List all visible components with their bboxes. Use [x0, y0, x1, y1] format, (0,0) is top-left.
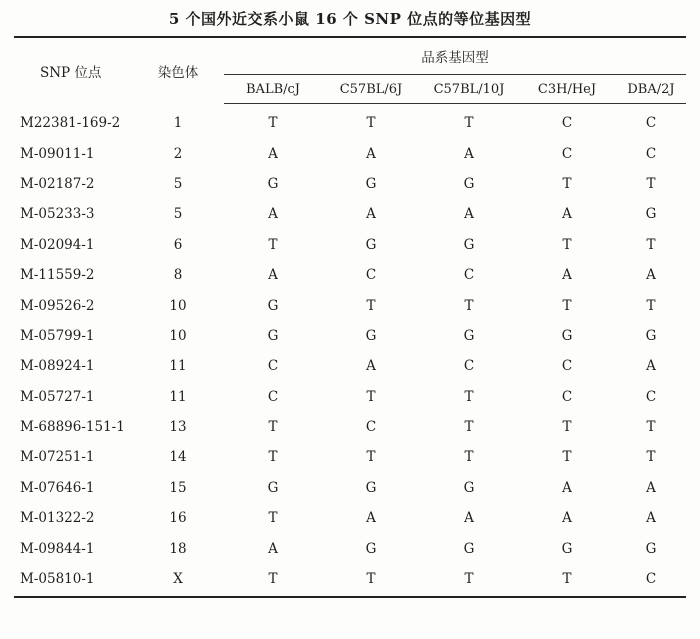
cell-genotype: A	[562, 510, 572, 527]
cell-genotype: T	[268, 115, 278, 132]
cell-genotype: T	[464, 419, 474, 436]
cell-genotype: T	[366, 115, 376, 132]
cell-genotype: C	[365, 419, 377, 436]
cell-genotype: G	[267, 327, 279, 344]
cell-snp: M-09844-1	[20, 540, 95, 557]
cell-genotype: G	[365, 479, 377, 496]
cell-genotype: G	[365, 236, 377, 253]
cell-genotype: T	[562, 236, 572, 253]
cell-genotype: C	[267, 388, 279, 405]
table-row	[14, 351, 686, 381]
cell-genotype: C	[561, 115, 573, 132]
table-body	[14, 104, 686, 595]
cell-genotype: G	[365, 327, 377, 344]
cell-genotype: G	[463, 327, 475, 344]
cell-genotype: C	[561, 145, 573, 162]
cell-genotype: T	[646, 236, 656, 253]
table-row	[14, 290, 686, 320]
cell-chromosome: 8	[173, 267, 183, 284]
cell-snp: M-02187-2	[20, 175, 95, 192]
header-strain: C57BL/6J	[322, 75, 420, 104]
cell-chromosome: 11	[169, 388, 187, 405]
cell-snp: M-05799-1	[20, 327, 95, 344]
cell-chromosome: 10	[169, 297, 187, 314]
cell-genotype: T	[646, 175, 656, 192]
cell-genotype: A	[562, 267, 572, 284]
cell-genotype: G	[463, 175, 475, 192]
cell-genotype: T	[562, 419, 572, 436]
cell-genotype: T	[268, 419, 278, 436]
cell-genotype: T	[464, 297, 474, 314]
table-row	[14, 412, 686, 442]
cell-chromosome: X	[173, 571, 183, 588]
table-row	[14, 564, 686, 594]
cell-genotype: T	[268, 449, 278, 466]
cell-genotype: T	[646, 297, 656, 314]
cell-genotype: T	[268, 571, 278, 588]
header-strain: C3H/HeJ	[518, 75, 616, 104]
cell-genotype: G	[365, 540, 377, 557]
cell-genotype: A	[562, 479, 572, 496]
cell-genotype: G	[267, 479, 279, 496]
table-row	[14, 199, 686, 229]
cell-genotype: T	[562, 571, 572, 588]
snp-genotype-table	[14, 36, 686, 598]
cell-genotype: A	[646, 479, 656, 496]
cell-genotype: C	[645, 388, 657, 405]
cell-genotype: G	[645, 540, 657, 557]
cell-genotype: G	[267, 297, 279, 314]
header-strain: C57BL/10J	[420, 75, 518, 104]
cell-genotype: G	[561, 327, 573, 344]
cell-chromosome: 2	[173, 145, 183, 162]
cell-genotype: T	[646, 419, 656, 436]
cell-genotype: A	[366, 358, 376, 375]
table-row	[14, 138, 686, 168]
cell-genotype: T	[464, 449, 474, 466]
cell-genotype: A	[646, 267, 656, 284]
cell-genotype: C	[267, 358, 279, 375]
table-row	[14, 442, 686, 472]
cell-genotype: A	[464, 145, 474, 162]
cell-snp: M22381-169-2	[20, 114, 121, 131]
cell-chromosome: 10	[169, 327, 187, 344]
cell-chromosome: 6	[173, 236, 183, 253]
table-row	[14, 382, 686, 412]
cell-genotype: T	[562, 449, 572, 466]
table-row	[14, 169, 686, 199]
cell-chromosome: 14	[169, 449, 187, 466]
cell-genotype: A	[366, 510, 376, 527]
cell-genotype: T	[268, 510, 278, 527]
cell-genotype: T	[464, 115, 474, 132]
cell-genotype: G	[267, 175, 279, 192]
cell-chromosome: 18	[169, 540, 187, 557]
cell-genotype: G	[561, 540, 573, 557]
cell-genotype: C	[561, 358, 573, 375]
header-chromosome: 染色体	[157, 64, 199, 81]
cell-genotype: A	[464, 206, 474, 223]
header-strain: DBA/2J	[616, 75, 686, 104]
cell-genotype: C	[645, 115, 657, 132]
cell-genotype: A	[268, 206, 278, 223]
cell-genotype: C	[365, 267, 377, 284]
cell-genotype: T	[562, 175, 572, 192]
cell-genotype: T	[366, 449, 376, 466]
cell-snp: M-09011-1	[20, 145, 95, 162]
cell-chromosome: 1	[173, 114, 183, 131]
cell-genotype: G	[463, 236, 475, 253]
cell-genotype: A	[366, 145, 376, 162]
cell-genotype: C	[463, 267, 475, 284]
cell-snp: M-05233-3	[20, 206, 95, 223]
cell-genotype: C	[645, 571, 657, 588]
table-row	[14, 533, 686, 563]
cell-genotype: G	[463, 540, 475, 557]
cell-genotype: A	[366, 206, 376, 223]
cell-genotype: A	[562, 206, 572, 223]
cell-chromosome: 11	[169, 358, 187, 375]
cell-genotype: A	[268, 145, 278, 162]
header-strain-group: 品系基因型	[224, 37, 686, 75]
table-title: 5 个国外近交系小鼠 16 个 SNP 位点的等位基因型	[168, 10, 532, 28]
cell-snp: M-08924-1	[20, 358, 95, 375]
cell-genotype: T	[366, 297, 376, 314]
cell-genotype: C	[561, 388, 573, 405]
cell-snp: M-05810-1	[20, 571, 95, 588]
cell-genotype: T	[464, 571, 474, 588]
cell-snp: M-09526-2	[20, 297, 95, 314]
cell-genotype: T	[366, 388, 376, 405]
cell-snp: M-05727-1	[20, 388, 95, 405]
table-row	[14, 230, 686, 260]
cell-genotype: T	[268, 236, 278, 253]
cell-genotype: G	[463, 479, 475, 496]
cell-chromosome: 16	[169, 510, 187, 527]
cell-genotype: T	[646, 449, 656, 466]
cell-genotype: G	[365, 175, 377, 192]
cell-chromosome: 15	[169, 479, 187, 496]
cell-genotype: A	[646, 510, 656, 527]
cell-snp: M-02094-1	[20, 236, 95, 253]
cell-genotype: T	[464, 388, 474, 405]
cell-snp: M-11559-2	[20, 267, 95, 284]
header-snp: SNP 位点	[40, 64, 102, 81]
cell-snp: M-01322-2	[20, 510, 95, 527]
header-strain: BALB/cJ	[224, 75, 322, 104]
cell-chromosome: 13	[169, 419, 187, 436]
cell-chromosome: 5	[173, 175, 183, 192]
table-row	[14, 503, 686, 533]
table-row	[14, 473, 686, 503]
table-row	[14, 321, 686, 351]
cell-genotype: A	[646, 358, 656, 375]
cell-genotype: T	[366, 571, 376, 588]
cell-genotype: C	[463, 358, 475, 375]
cell-snp: M-07251-1	[20, 449, 95, 466]
cell-genotype: A	[268, 267, 278, 284]
table-row	[14, 104, 686, 139]
cell-genotype: T	[562, 297, 572, 314]
cell-genotype: A	[464, 510, 474, 527]
cell-snp: M-68896-151-1	[20, 419, 125, 436]
cell-genotype: A	[268, 540, 278, 557]
cell-genotype: G	[645, 206, 657, 223]
table-row	[14, 260, 686, 290]
cell-genotype: C	[645, 145, 657, 162]
cell-genotype: G	[645, 327, 657, 344]
cell-snp: M-07646-1	[20, 479, 95, 496]
cell-chromosome: 5	[173, 206, 183, 223]
